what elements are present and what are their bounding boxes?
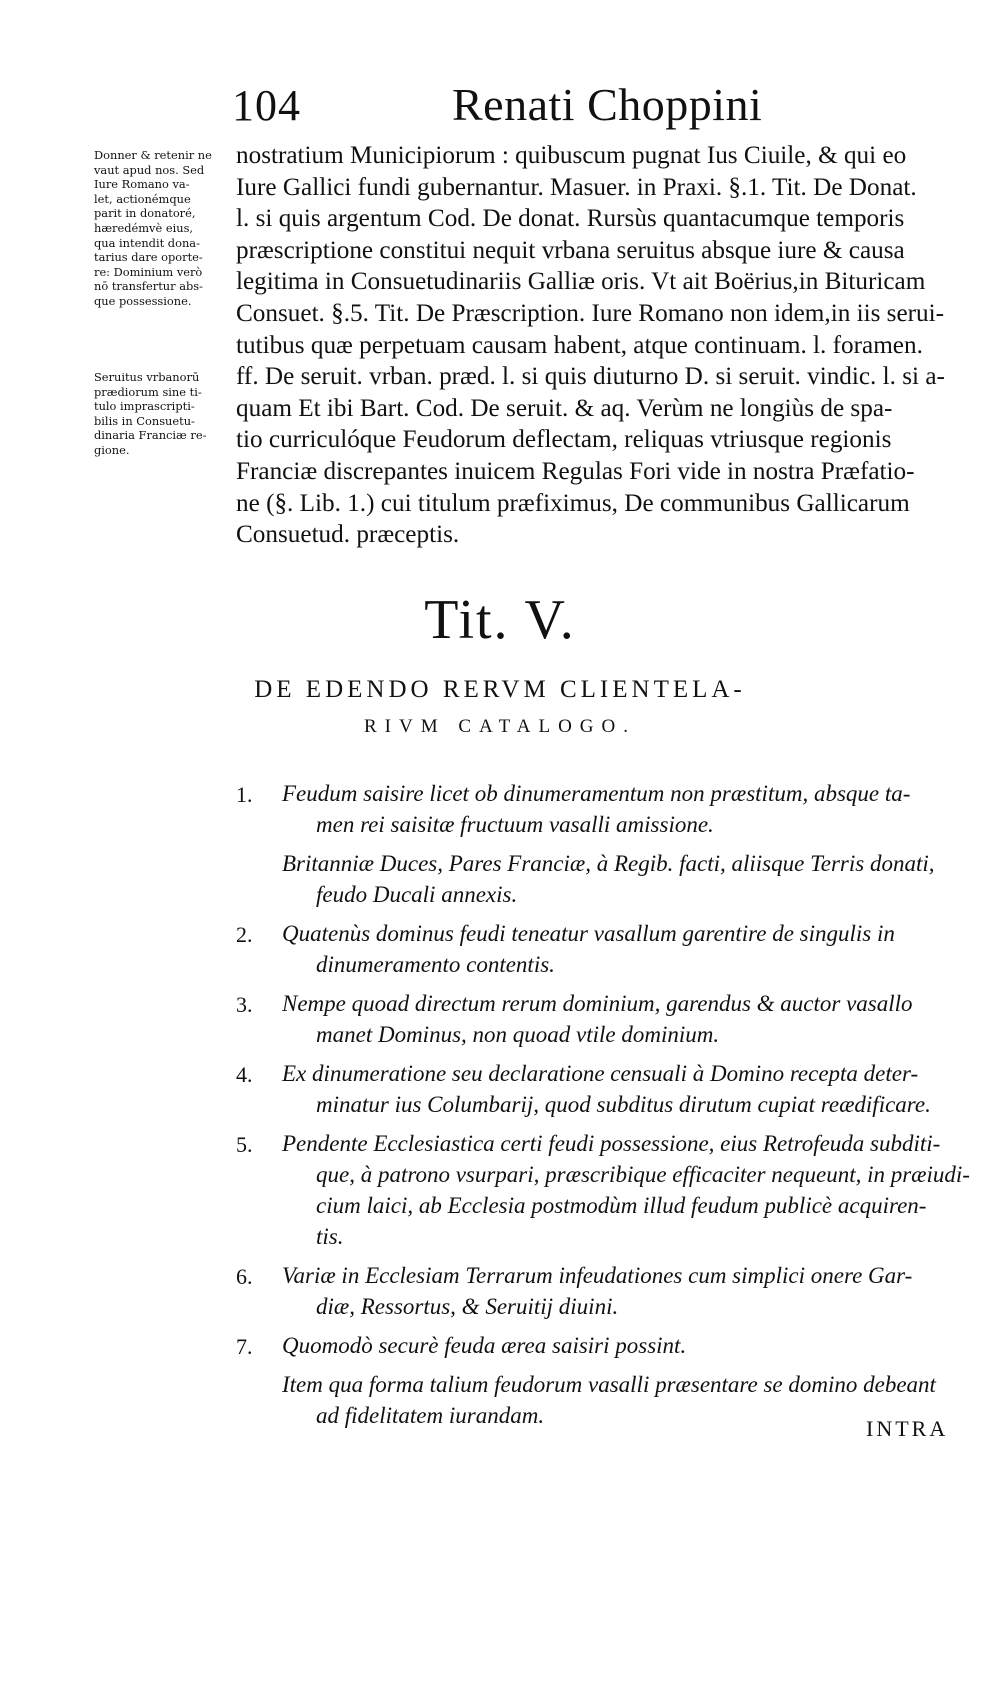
item-number: 1.: [236, 782, 253, 807]
item-line: cium laici, ab Ecclesia postmodùm illud feudum publicè acquiren-: [316, 1193, 927, 1218]
text-line: præscriptione constitui nequit vrbana seruitus absque iure & causa: [236, 236, 905, 264]
item-line: Feudum saisire licet ob dinumeramentum non præstitum, absque ta-: [282, 781, 911, 806]
item-line: manet Dominus, non quoad vtile dominium.: [316, 1022, 720, 1047]
item-number: 2.: [236, 922, 253, 947]
item-number: 6.: [236, 1264, 253, 1289]
summary-item: [228, 1128, 970, 1252]
text-line: Consuetud. præceptis.: [236, 521, 460, 549]
text-line: legitima in Consuetudinariis Galliæ oris. Vt ait Boërius,in Bituricam: [236, 268, 926, 296]
summary-list: [228, 778, 970, 1439]
marginal-line: Seruitus vrbanorū: [94, 370, 200, 384]
catchword: INTRA: [866, 1416, 949, 1441]
summary-item: [228, 778, 948, 840]
marginal-line: Iure Romano va-: [94, 177, 190, 192]
item-line: ad fidelitatem iurandam.: [316, 1403, 545, 1428]
running-head: Renati Choppini: [452, 79, 763, 130]
marginal-line: re: Dominium verò: [94, 264, 203, 279]
marginal-line: bilis in Consuetu-: [94, 413, 195, 428]
marginal-line: parit in donatoré,: [94, 206, 196, 221]
page-number: 104: [232, 81, 301, 130]
marginal-note-servitude: [94, 370, 230, 458]
marginal-line: tarius dare oporte-: [94, 250, 203, 265]
marginal-line: tulo imprascripti-: [94, 399, 195, 414]
text-line: Iure Gallici fundi gubernantur. Masuer. in Praxi. §.1. Tit. De Donat.: [236, 173, 917, 201]
marginal-line: vaut apud nos. Sed: [94, 162, 205, 177]
item-line: Quatenùs dominus feudi teneatur vasallum garentire de singulis in: [282, 921, 895, 946]
summary-subitem: [282, 1369, 948, 1431]
section-title: Tit. V.: [424, 589, 576, 651]
item-line: Quomodò securè feuda ærea saisiri possint.: [282, 1333, 687, 1358]
text-line: nostratium Municipiorum : quibuscum pugnat Ius Ciuile, & qui eo: [236, 142, 907, 169]
item-number: 3.: [236, 992, 253, 1017]
item-number: 5.: [236, 1132, 253, 1157]
marginal-line: que possessione.: [94, 293, 192, 308]
marginal-line: qua intendit dona-: [94, 235, 200, 250]
item-line: Ex dinumeratione seu declaratione censuali à Domino recepta deter-: [282, 1061, 919, 1086]
marginal-line: Donner & retenir ne: [94, 148, 212, 162]
item-line: tis.: [316, 1224, 344, 1249]
item-line: que, à patrono vsurpari, præscribique efficaciter nequeunt, in præiudi-: [316, 1162, 970, 1187]
text-line: Consuet. §.5. Tit. De Præscription. Iure Romano non idem,in iis serui-: [236, 299, 945, 327]
summary-item: [228, 1058, 948, 1120]
marginal-line: prædiorum sine ti-: [94, 384, 202, 399]
text-line: tutibus quæ perpetuam causam habent, atque continuam. l. foramen.: [236, 331, 923, 359]
summary-subitem: [282, 848, 948, 910]
body-paragraph: [236, 140, 946, 551]
text-line: ne (§. Lib. 1.) cui titulum præfiximus, De communibus Gallicarum: [236, 489, 910, 517]
marginal-line: gione.: [94, 442, 130, 457]
section-heading-line2: RIVM CATALOGO.: [364, 716, 636, 737]
item-line: men rei saisitæ fructuum vasalli amissione.: [316, 812, 714, 837]
item-line: Item qua forma talium feudorum vasalli præsentare se domino debeant: [282, 1372, 936, 1397]
item-line: feudo Ducali annexis.: [316, 882, 518, 907]
item-number: 7.: [236, 1334, 253, 1359]
item-line: Nempe quoad directum rerum dominium, garendus & auctor vasallo: [282, 991, 913, 1016]
item-line: minatur ius Columbarij, quod subditus dirutum cupiat reædificare.: [316, 1092, 931, 1117]
text-line: l. si quis argentum Cod. De donat. Rursùs quantacumque temporis: [236, 205, 905, 233]
text-line: quam Et ibi Bart. Cod. De seruit. & aq. Verùm ne longiùs de spa-: [236, 394, 893, 422]
marginal-note-donation: [94, 148, 230, 309]
item-line: Variæ in Ecclesiam Terrarum infeudationes cum simplici onere Gar-: [282, 1263, 913, 1288]
summary-item: [228, 988, 948, 1050]
marginal-line: hæredémvè eius,: [94, 220, 194, 235]
item-number: 4.: [236, 1062, 253, 1087]
item-line: diæ, Ressortus, & Seruitij diuini.: [316, 1294, 619, 1319]
text-line: ff. De seruit. vrban. præd. l. si quis diuturno D. si seruit. vindic. l. si a-: [236, 363, 945, 391]
summary-item: [228, 1260, 948, 1322]
summary-item: [228, 1330, 948, 1361]
text-line: tio curriculóque Feudorum deflectam, reliquas vtriusque regionis: [236, 426, 892, 454]
marginal-line: let, actionémque: [94, 191, 191, 206]
summary-item: [228, 918, 948, 980]
marginal-line: nō transfertur abs-: [94, 279, 203, 294]
text-line: Franciæ discrepantes inuicem Regulas Fori vide in nostra Præfatio-: [236, 457, 915, 485]
marginal-line: dinaria Franciæ re-: [94, 428, 207, 443]
item-line: Pendente Ecclesiastica certi feudi possessione, eius Retrofeuda subditi-: [282, 1131, 941, 1156]
section-heading-line1: DE EDENDO RERVM CLIENTELA-: [254, 676, 746, 703]
item-line: Britanniæ Duces, Pares Franciæ, à Regib. facti, aliisque Terris donati,: [282, 851, 935, 876]
item-line: dinumeramento contentis.: [316, 952, 555, 977]
